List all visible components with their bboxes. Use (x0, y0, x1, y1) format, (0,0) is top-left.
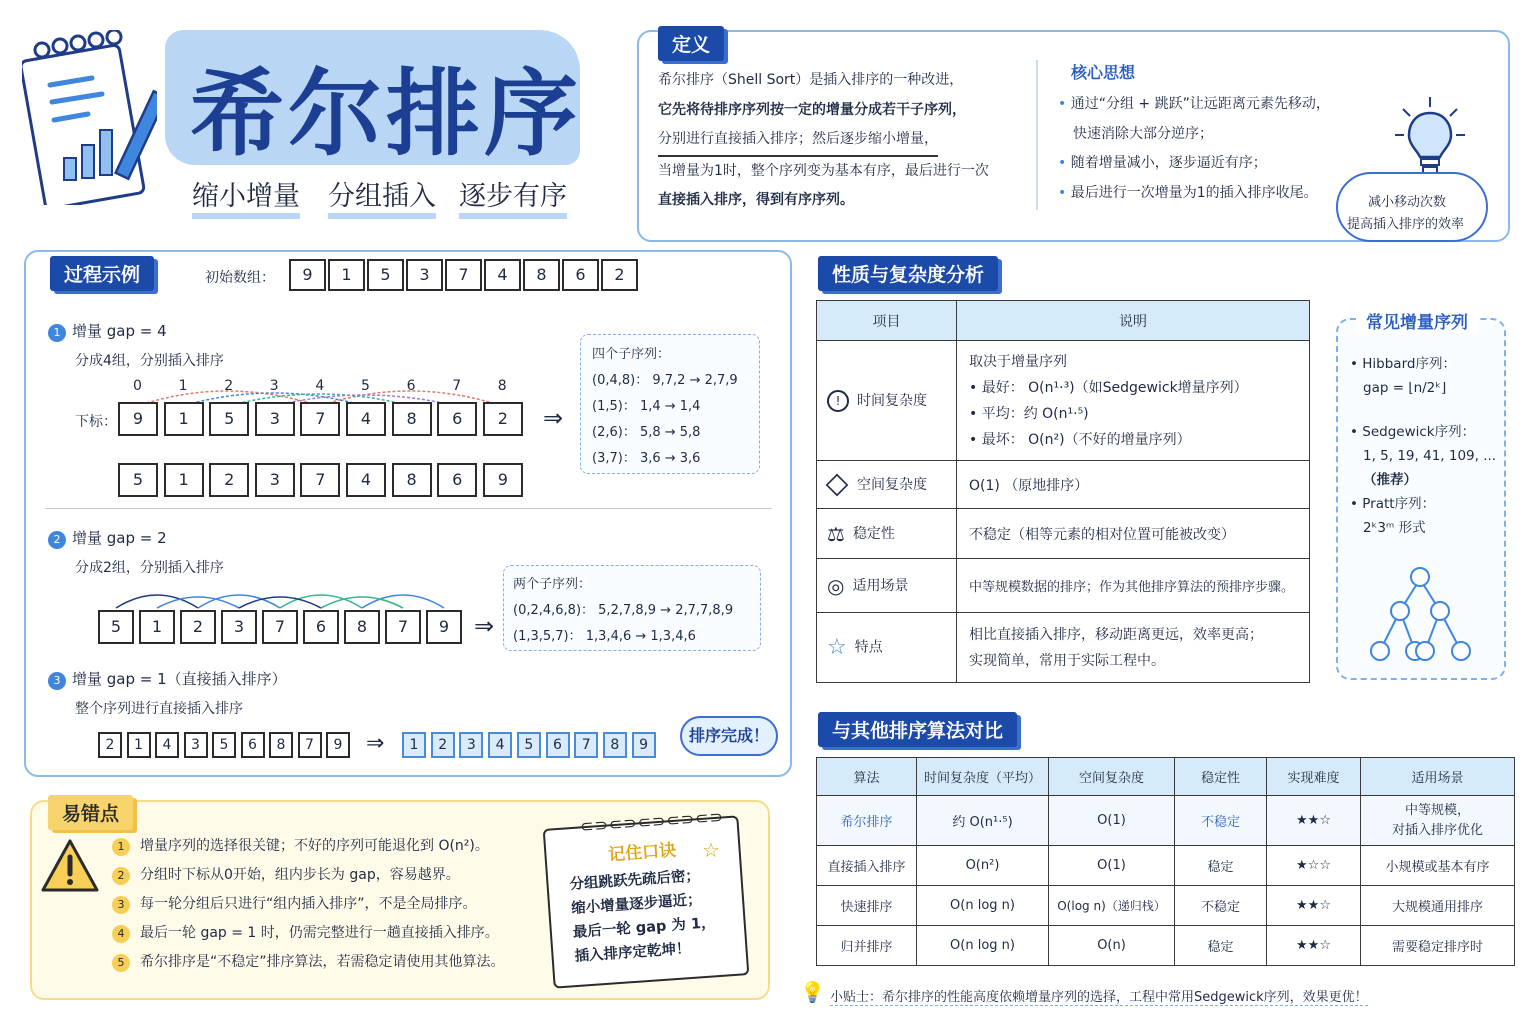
compare-tag: 与其他排序算法对比 (818, 712, 1017, 747)
compare-header: 空间复杂度 (1049, 758, 1175, 796)
subtitle-2: 分组插入 (328, 174, 436, 219)
core-idea-title: 核心思想 (1071, 63, 1136, 82)
array-cell: 6 (241, 732, 265, 758)
table-row (817, 613, 1310, 683)
compare-cell: 稳定 (1175, 846, 1267, 886)
array-cell: 7 (300, 402, 340, 436)
compare-cell: ★★☆ (1267, 796, 1361, 846)
table-row (817, 559, 1310, 613)
definition-line: 分别进行直接插入排序；然后逐步缩小增量， (658, 125, 938, 157)
array-cell: 6 (546, 732, 570, 758)
property-desc: 中等规模数据的排序；作为其他排序算法的预排序步骤。 (957, 559, 1310, 613)
box-line: (2,6)： 5,8 → 5,8 (592, 425, 701, 440)
memo-rings: ⊂⊃⊂⊃⊂⊃⊂⊃⊂⊃ (579, 806, 725, 837)
step2-title: 2 增量 gap = 2 (48, 527, 167, 549)
definition-divider (1036, 60, 1038, 210)
array-cell: 4 (488, 732, 512, 758)
array-cell: 8 (523, 259, 560, 291)
clock-icon: ! (827, 390, 849, 412)
compare-cell: 稳定 (1175, 926, 1267, 966)
compare-cell: 不稳定 (1175, 796, 1267, 846)
array-cell: 9 (632, 732, 656, 758)
properties-header-item: 项目 (817, 301, 957, 341)
array-cell: 1 (402, 732, 426, 758)
cube-icon (826, 474, 849, 497)
increment-formula: gap = ⌊n/2ᵏ⌋ (1363, 380, 1447, 396)
properties-header-desc: 说明 (957, 301, 1310, 341)
increment-note: （推荐） (1363, 472, 1417, 488)
increment-name: • Hibbard序列： (1350, 356, 1456, 372)
subtitle-3: 逐步有序 (459, 174, 567, 219)
core-point: • 通过“分组 + 跳跃”让远距离元素先移动， (1058, 96, 1330, 112)
array-cell: 4 (346, 463, 386, 497)
index-label: 下标： (75, 414, 117, 430)
array-cell: 3 (255, 402, 295, 436)
array-cell: 5 (209, 402, 249, 436)
array-cell: 5 (98, 610, 134, 644)
tip-lightbulb-icon: 💡 (800, 980, 825, 1004)
array-cell: 3 (255, 463, 295, 497)
box-line: (3,7)： 3,6 → 3,6 (592, 451, 701, 466)
pitfall-item: 1 增量序列的选择很关键；不好的序列可能退化到 O(n²)。 (112, 832, 505, 861)
initial-array-label: 初始数组： (205, 270, 275, 286)
table-row (817, 341, 1310, 461)
pitfall-item: 4 最后一轮 gap = 1 时，仍需完整进行一趟直接插入排序。 (112, 919, 505, 948)
step2-arrow: ⇒ (474, 612, 495, 640)
property-desc: O(1) （原地排序） (957, 461, 1310, 509)
compare-cell: O(n) (1049, 926, 1175, 966)
step-divider (45, 508, 772, 509)
array-cell: 7 (445, 259, 482, 291)
table-row (817, 846, 1515, 886)
array-cell: 4 (155, 732, 179, 758)
table-row (817, 926, 1515, 966)
compare-cell: O(n log n) (917, 886, 1049, 926)
increments-title: 常见增量序列 (1356, 308, 1478, 333)
box-line: (1,3,5,7)： 1,3,4,6 → 1,3,4,6 (513, 629, 696, 644)
array-cell: 8 (269, 732, 293, 758)
memo-line: 插入排序定乾坤！ (574, 940, 691, 965)
index-label: 2 (224, 378, 234, 394)
compare-cell: ★☆☆ (1267, 846, 1361, 886)
array-cell: 9 (118, 402, 158, 436)
memo-line: 最后一轮 gap 为 1， (572, 915, 717, 941)
array-cell: 1 (127, 732, 151, 758)
increments-list (1350, 352, 1496, 540)
properties-table (816, 300, 1310, 683)
property-desc: 不稳定（相等元素的相对位置可能被改变） (957, 509, 1310, 559)
array-cell: 8 (392, 402, 432, 436)
memo-text (569, 863, 718, 969)
index-label: 4 (315, 378, 325, 394)
core-point: • 随着增量减小，逐步逼近有序； (1058, 155, 1267, 171)
core-point: 快速消除大部分逆序； (1073, 125, 1213, 142)
array-cell: 6 (437, 463, 477, 497)
memo-star-icon: ☆ (702, 838, 720, 862)
compare-cell: 不稳定 (1175, 886, 1267, 926)
step1-arrow: ⇒ (543, 404, 564, 432)
index-label: 6 (406, 378, 416, 394)
cloud-text-1: 减小移动次数 (1368, 195, 1447, 210)
array-cell: 6 (562, 259, 599, 291)
lightbulb-icon (1395, 95, 1465, 180)
property-item: ◎ 适用场景 (817, 559, 957, 613)
array-cell: 8 (344, 610, 380, 644)
pitfall-item: 5 希尔排序是“不稳定”排序算法，若需稳定请使用其他算法。 (112, 948, 505, 977)
compare-header: 稳定性 (1175, 758, 1267, 796)
array-cell: 2 (209, 463, 249, 497)
array-cell: 1 (328, 259, 365, 291)
step2-desc: 分成2组，分别插入排序 (75, 560, 224, 576)
compare-table (816, 757, 1515, 966)
array-cell: 4 (346, 402, 386, 436)
compare-header: 适用场景 (1361, 758, 1515, 796)
target-icon: ◎ (827, 573, 845, 598)
array-cell: 4 (484, 259, 521, 291)
compare-cell: O(n log n) (917, 926, 1049, 966)
array-cell: 9 (483, 463, 523, 497)
array-cell: 7 (262, 610, 298, 644)
array-cell: 2 (180, 610, 216, 644)
compare-cell: 约 O(n¹·⁵) (917, 796, 1049, 846)
compare-cell: 大规模通用排序 (1361, 886, 1515, 926)
array-cell: 5 (212, 732, 236, 758)
compare-cell: 归并排序 (817, 926, 917, 966)
definition-line: 直接插入排序，得到有序序列。 (658, 192, 854, 208)
step1-title: 1 增量 gap = 4 (48, 320, 167, 342)
memo-line: 分组跳跃先疏后密； (569, 867, 701, 894)
box-line: (0,2,4,6,8)： 5,2,7,8,9 → 2,7,7,8,9 (513, 603, 734, 618)
compare-cell: O(1) (1049, 846, 1175, 886)
increment-formula: 2ᵏ3ᵐ 形式 (1363, 520, 1426, 536)
array-cell: 1 (164, 463, 204, 497)
compare-header: 实现难度 (1267, 758, 1361, 796)
property-item: ! 时间复杂度 (817, 341, 957, 461)
box-title: 四个子序列： (592, 347, 671, 362)
array-cell: 7 (385, 610, 421, 644)
box-title: 两个子序列： (513, 577, 592, 592)
property-desc: 取决于增量序列 • 最好： O(n¹·³)（如Sedgewick增量序列） • 平均：约 O(n¹·⁵) • 最坏： O(n²)（不好的增量序列） (957, 341, 1310, 461)
increment-name: • Sedgewick序列： (1350, 424, 1476, 440)
array-cell: 8 (392, 463, 432, 497)
compare-cell: O(log n)（递归栈） (1049, 886, 1175, 926)
increment-formula: 1, 5, 19, 41, 109, ... (1363, 448, 1497, 464)
step2-number: 2 (48, 531, 66, 549)
box-line: (1,5)： 1,4 → 1,4 (592, 399, 701, 414)
sort-done-badge: 排序完成！ (680, 716, 778, 756)
array-cell: 6 (303, 610, 339, 644)
process-tag: 过程示例 (50, 256, 154, 291)
memo-title: 记住口诀 (607, 840, 677, 866)
array-cell: 5 (517, 732, 541, 758)
index-label: 7 (452, 378, 462, 394)
array-cell: 3 (406, 259, 443, 291)
compare-cell: 需要稳定排序时 (1361, 926, 1515, 966)
tree-icon (1365, 565, 1475, 665)
pitfalls-tag: 易错点 (48, 795, 133, 830)
index-label: 3 (269, 378, 279, 394)
pitfall-item: 2 分组时下标从0开始，组内步长为 gap，容易越界。 (112, 861, 505, 890)
array-cell: 2 (431, 732, 455, 758)
array-cell: 2 (601, 259, 638, 291)
core-idea-list (1058, 90, 1330, 208)
array-cell: 9 (426, 610, 462, 644)
definition-line: 希尔排序（Shell Sort）是插入排序的一种改进， (658, 72, 964, 88)
array-cell: 5 (367, 259, 404, 291)
table-row (817, 796, 1515, 846)
definition-line: 它先将待排序序列按一定的增量分成若干子序列， (658, 101, 966, 118)
box-line: (0,4,8)： 9,7,2 → 2,7,9 (592, 373, 738, 388)
compare-cell: 快速排序 (817, 886, 917, 926)
property-item: ⚖ 稳定性 (817, 509, 957, 559)
subtitle-1: 缩小增量 (192, 174, 300, 219)
array-cell: 7 (300, 463, 340, 497)
array-cell: 3 (184, 732, 208, 758)
array-cell: 7 (574, 732, 598, 758)
definition-text (658, 66, 989, 216)
step1-box-text (592, 342, 738, 472)
table-row (817, 461, 1310, 509)
compare-cell: 直接插入排序 (817, 846, 917, 886)
scale-icon: ⚖ (827, 521, 845, 546)
compare-header: 时间复杂度（平均） (917, 758, 1049, 796)
property-item: 空间复杂度 (817, 461, 957, 509)
array-cell: 1 (139, 610, 175, 644)
compare-cell: 小规模或基本有序 (1361, 846, 1515, 886)
properties-tag: 性质与复杂度分析 (818, 256, 998, 291)
definition-tag: 定义 (658, 26, 724, 61)
compare-cell: O(1) (1049, 796, 1175, 846)
pitfalls-list (112, 832, 505, 977)
index-label: 1 (178, 378, 188, 394)
array-cell: 8 (603, 732, 627, 758)
tip-text: 小贴士：希尔排序的性能高度依赖增量序列的选择，工程中常用Sedgewick序列，效果更优！ (830, 986, 1368, 1006)
array-cell: 3 (221, 610, 257, 644)
warning-icon (40, 838, 100, 898)
step1-number: 1 (48, 324, 66, 342)
array-cell: 3 (459, 732, 483, 758)
index-label: 8 (497, 378, 507, 394)
table-row (817, 509, 1310, 559)
array-cell: 2 (98, 732, 122, 758)
step3-desc: 整个序列进行直接插入排序 (75, 701, 243, 717)
star-icon: ☆ (827, 635, 847, 660)
step3-title: 3 增量 gap = 1（直接插入排序） (48, 668, 287, 690)
core-point: • 最后进行一次增量为1的插入排序收尾。 (1058, 184, 1318, 201)
cloud-text-2: 提高插入排序的效率 (1347, 217, 1465, 232)
definition-line: 当增量为1时，整个序列变为基本有序，最后进行一次 (658, 162, 989, 179)
compare-header: 算法 (817, 758, 917, 796)
page-title: 希尔排序 (190, 60, 583, 169)
array-cell: 2 (483, 402, 523, 436)
compare-cell: O(n²) (917, 846, 1049, 886)
property-desc: 相比直接插入排序，移动距离更远，效率更高； 实现简单，常用于实际工程中。 (957, 613, 1310, 683)
index-label: 0 (133, 378, 142, 394)
property-item: ☆ 特点 (817, 613, 957, 683)
notebook-icon (22, 30, 157, 205)
array-cell: 5 (118, 463, 158, 497)
array-cell: 6 (437, 402, 477, 436)
step2-box-text (513, 572, 733, 650)
array-cell: 1 (164, 402, 204, 436)
array-cell: 9 (326, 732, 350, 758)
array-cell: 9 (289, 259, 326, 291)
index-label: 5 (361, 378, 370, 394)
compare-cell: ★★☆ (1267, 886, 1361, 926)
step2-arcs (100, 582, 460, 610)
increment-name: • Pratt序列： (1350, 496, 1436, 512)
table-row (817, 886, 1515, 926)
step3-number: 3 (48, 672, 66, 690)
compare-cell: 希尔排序 (817, 796, 917, 846)
compare-cell: ★★☆ (1267, 926, 1361, 966)
step3-arrow: ⇒ (366, 731, 385, 756)
array-cell: 7 (298, 732, 322, 758)
step1-desc: 分成4组，分别插入排序 (75, 353, 224, 369)
memo-line: 缩小增量逐步逼近； (570, 891, 703, 917)
pitfall-item: 3 每一轮分组后只进行“组内插入排序”，不是全局排序。 (112, 890, 505, 919)
compare-cell: 中等规模， 对插入排序优化 (1361, 796, 1515, 846)
